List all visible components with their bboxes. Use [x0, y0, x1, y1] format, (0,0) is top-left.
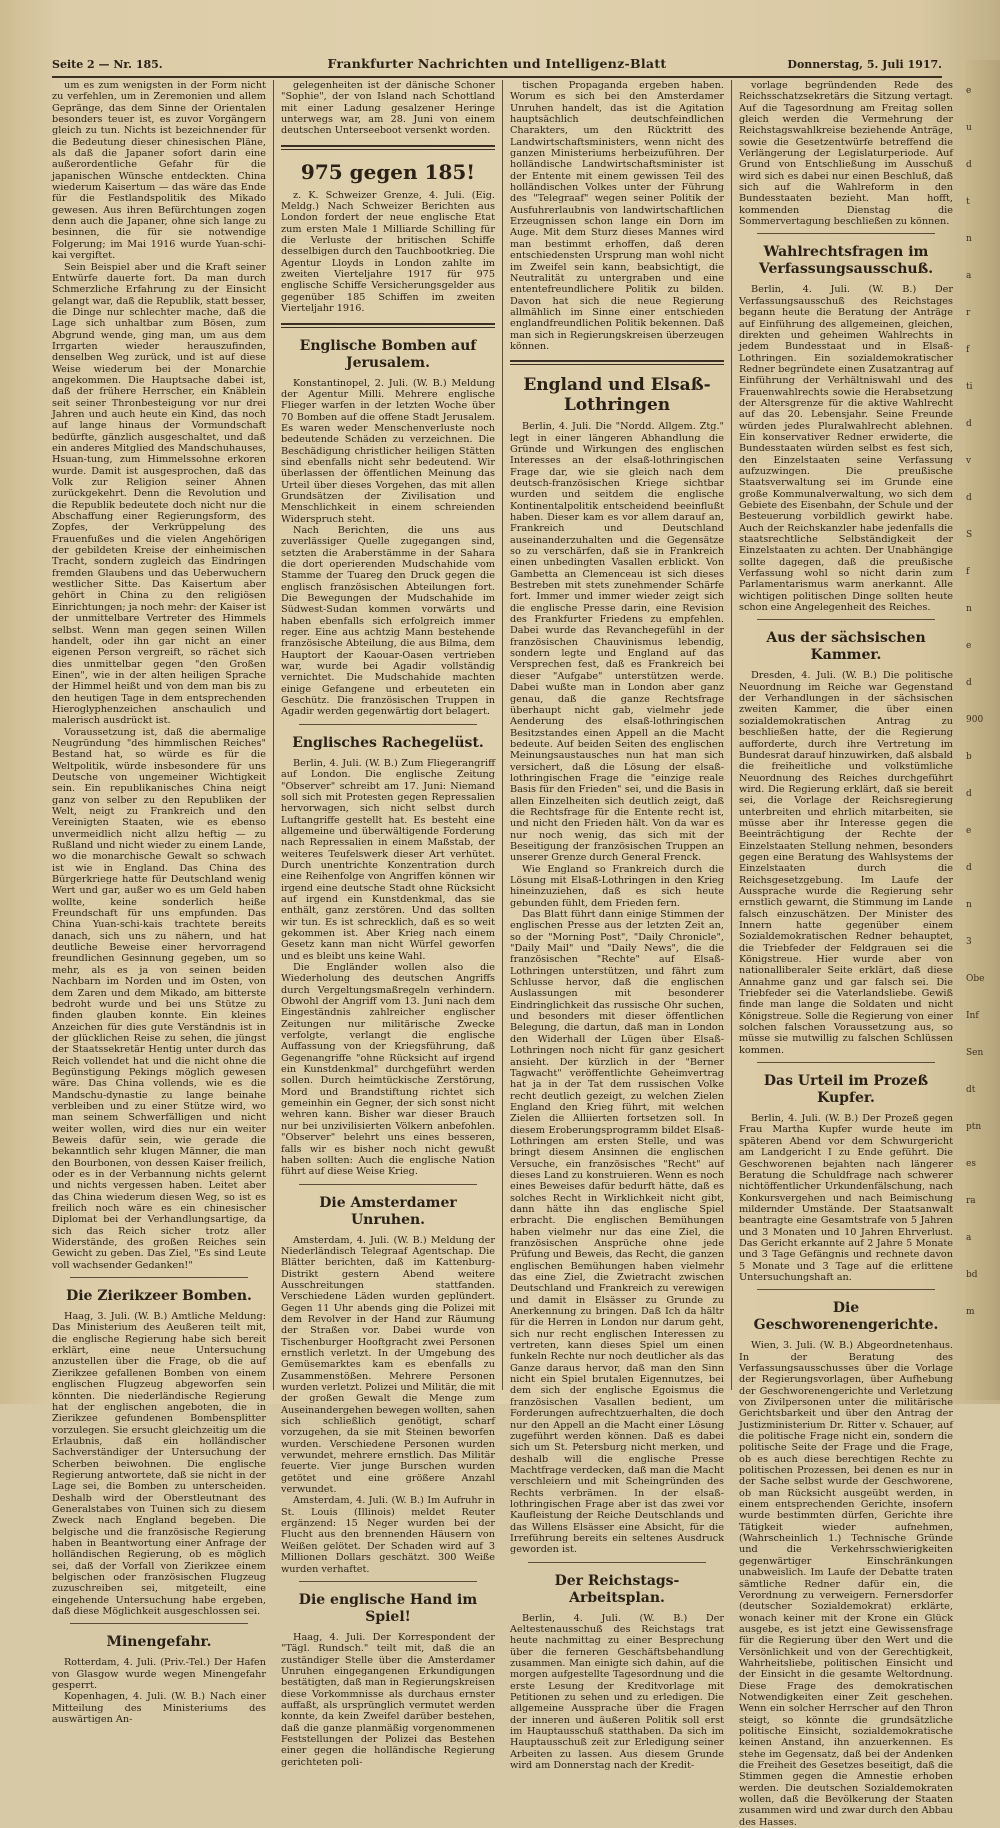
edge-text-fragment: m: [966, 1307, 975, 1317]
article-paragraph: Voraussetzung ist, daß die abermalige Neugründung "des himmlischen Reiches" Bestand hat, so würde es für die Weltpolitik, würde insbesondere für uns Deutsche von ungemeiner Wichtigkeit sein. Ein republikanisches China neigt ganz von selber zu den Republiken der Welt, neigt zu Frankreich und den Vereinigten Staaten, wie es ebenso unvermeidlich nicht allzu heftig — zu Rußland und nicht wieder zu einem Lande, wo die monarchische Gewalt so schwach ist wie in England. Das China des Bürgerkriege hatte für Deutschland wenig Wert und gar, außer wo es um Geld haben wollte, keine sonderlich heiße Freundschaft für uns empfunden. Das China Yuan-schi-kais trachtete bereits danach, sich uns zu nähern, und hat deutliche Beweise einer hervorragend freundlichen Gesinnung gegeben, um so mehr, als es ja von seinen beiden Nachbarn im Norden und im Osten, von dem Zaren und dem Mikado, am bitterste bedroht wurde und bei uns Stütze zu finden glauben konnte. Ein kleines Anzeichen für dies gute Verständnis ist in der glücklichen Reise zu sehen, die jüngst der Staatssekretär Hentig unter durch das Reich vollendet hat und die nicht ohne die Begünstigung Pekings möglich gewesen wäre. Das China vollends, wie es die Mandschu-dynastie zu lange beinahe verbleiben und zu einer Stütze wird, wo man seinem Schwerfälligen und nicht weiter wollen, wird dies nur ein weiter Beweis dafür sein, wie gerade die bekanntlich sehr klugen Männer, die man den Bourbonen, von dessen Kaiser freilich, oder es in der Verbannung nichts gelernt und nichts vergessen haben. Leitet aber das China wiederum diesen Weg, so ist es freilich noch wäre es ein chinesischer Diplomat bei der Verhandlungsartige, da sich das Reich sicher trotz aller Widerstände, des großen Reiches sein Gewicht zu geben. Das Ziel, "Es sind Leute voll wachsender Gedanken!": [52, 726, 266, 1271]
article-paragraph: Rotterdam, 4. Juli. (Priv.-Tel.) Der Hafen von Glasgow wurde wegen Minengefahr gesperrt.: [52, 1657, 266, 1692]
edge-text-fragment: ptn: [966, 1122, 982, 1132]
article-paragraph: Wie England so Frankreich durch die Lösung mit Elsaß-Lothringen in den Krieg hineinzuziehen, daß es sich heute gebunden fühlt, dem Frieden fern.: [510, 863, 724, 909]
edge-text-fragment: r: [966, 308, 971, 318]
article-headline: Aus der sächsischen Kammer.: [766, 630, 926, 664]
column-4: [739, 80, 953, 1828]
article-headline: England und Elsaß-Lothringen: [523, 375, 711, 416]
edge-text-fragment: a: [966, 271, 972, 281]
edge-text-fragment: n: [966, 900, 972, 910]
article-paragraph: gelegenheiten ist der dänische Schoner "Sophie", der von Island nach Schottland mit einer Ladung gesalzener Heringe unterwegs war, am 28. Juni von einem deutschen Unterseeboot versenkt worden.: [281, 80, 495, 137]
edge-text-fragment: e: [966, 641, 972, 651]
adjacent-page-edge: [966, 60, 1000, 1400]
article-paragraph: Sein Beispiel aber und die Kraft seiner Entwürfe dauerte fort. Da man durch Schmerzliche Erfahrung zu der Einsicht gelangt war, daß die Republik, statt besser, die Dinge nur schlechter mache, daß die Lage sich unhaltbar zum Bösen, zum Abgrund wende, ging man, um aus dem Irrgarten wieder herauszufinden, denselben Weg zurück, und ist auf diese Weise wiederum bei der Monarchie angekommen. Die Hauptsache dabei ist, daß der frühere Herrscher, ein Knäblein seit seiner Thronbesteigung vor nur drei Jahren und auch heute ein Kind, das noch auf lange hinaus der Vormundschaft bedürfte, gänzlich ausgeschaltet, und daß ein anderes Mitglied des Mandschuhauses, Hsuan-tung, zum Himmelssohne erkoren wurde. Damit ist ausgesprochen, daß das Volk zur Religion seiner Ahnen zurückgekehrt. Denn die Revolution und die Republik bedeutete doch nicht nur die Abschaffung einer Regierungsform, des Zopfes, der Verkrüppelung des Frauenfußes und die vielen Angehörigen der gebildeten Kreise der einheimischen Tracht, sondern zugleich das Eindringen fremden Glaubens und das Ueberwuchern westlicher Sitte. Das Kaisertum aber gehört in China zu den religiösen Einrichtungen; ja noch mehr: der Kaiser ist der unmittelbare Vertreter des Himmels selbst. Wenn man gegen seinen Willen handelt, oder ihn gar nicht an einer eigenen Person vergreift, so rächet sich dies unmittelbar gegen "den Großen Einen", wie in der alten heiligen Sprache der Himmel heißt und von dem man bis zu den heutigen Tage in dem entsprechenden Hieroglyphenzeichen anschaulich und malerisch ausdrückt ist.: [52, 261, 266, 727]
column-1: [52, 80, 266, 1726]
article-divider: [757, 1289, 935, 1290]
article-headline: 975 gegen 185!: [300, 159, 476, 184]
edge-text-fragment: ra: [966, 1196, 976, 1206]
article-paragraph: Die Engländer wollen also die Wiederholung des deutschen Angriffs durch Vergeltungsmaßregeln verhindern. Obwohl der Angriff vom 13. Juni nach dem Eingeständnis zahlreicher englischer Zeitungen nur militärische Zwecke verfolgte, verlangt die englische Auffassung von der Kriegsführung, daß Gegenangriffe "ohne Rücksicht auf irgend ein Kunstdenkmal" durchgeführt werden sollen. Durch heimtückische Zerstörung, Mord und Brandstiftung richtet sich gemeinhin ein Gegner, der sich sonst nicht wehren kann. Bisher war dieser Brauch nur bei unzivilisierten Völkern anbefohlen. "Observer" belehrt uns eines besseren, falls wir es bisher noch nicht gewußt haben sollten: Auch die englische Nation führt auf diese Weise Krieg.: [281, 962, 495, 1178]
article-paragraph: Nach Berichten, die uns aus zuverlässiger Quelle zugegangen sind, setzten die Araberstämme in der Sahara die dort operierenden Mudschahide vom Stamme der Tuareg den Druck gegen die englisch französischen Abteilungen fort. Die Bewegungen der Mudschahide im Südwest-Sudan kommen vorwärts und haben ebenfalls sich erfolgreich immer reger. Eine aus achtzig Mann bestehende französische Abteilung, die aus Bilma, dem Hauptort der Kaouar-Oasen vertrieben war, wurde bei Agadir vollständig vernichtet. Die Mudschahide machten einige Gefangene und erbeuteten ein Geschütz. Die französischen Truppen in Agadir werden gegenwärtig dort belagert.: [281, 524, 495, 718]
page-header: [52, 56, 942, 78]
article-divider: [510, 360, 724, 365]
article-headline: Englische Bomben auf Jerusalem.: [299, 337, 477, 371]
edge-text-fragment: n: [966, 234, 972, 244]
column-2: [281, 80, 495, 1768]
article-headline: Minengefahr.: [106, 1634, 212, 1651]
edge-text-fragment: Obe: [966, 974, 985, 984]
page-number: Seite 2 — Nr. 185.: [52, 58, 163, 71]
article-headline: Der Reichstags-Arbeitsplan.: [554, 1572, 680, 1606]
article-divider: [281, 323, 495, 328]
article-divider: [70, 1623, 248, 1624]
edge-text-fragment: d: [966, 678, 972, 688]
column-divider: [273, 80, 274, 1390]
edge-text-fragment: d: [966, 160, 972, 170]
article-paragraph: Das Blatt führt dann einige Stimmen der englischen Presse aus der letzten Zeit an, so der "Morning Post", "Daily Chronicle", "Daily Mail" und "Daily News", die die französischen "Rechte" auf Elsaß-Lothringen unterstützen, und fährt zum Schlusse hervor, daß die englischen Auslassungen mit besonderer Eindringlichkeit das russische Ohr suchen, und besonders mit dieser öffentlichen Belegung, die dartun, daß man in London den Widerhall der Lügen über Elsaß-Lothringen noch nicht für ganz gesichert ansieht. Der kürzlich in der "Berner Tagwacht" veröffentlichte Geheimvertrag hat ja in der Tat dem russischen Volke recht deutlich gezeigt, zu welchen Zielen England den Krieg führt, mit welchen Zielen die Alliierten fortsetzen soll. In diesem Eroberungsprogramm bildet Elsaß-Lothringen am ersten Stelle, und was bringt diesem Ansinnen die englischen Versuche, ein französisches "Recht" auf dieses Land zu konstruieren. Wenn es noch eines Beweises dafür bedurft hätte, daß es solches Recht in Wirklichkeit nicht gibt, dann hätte ihn das englische Spiel erbracht. Die englischen Bemühungen haben vielmehr nur das eine Ziel, die französischen Ansprüche ohne jede Prüfung und Beweis, das Recht, die ganzen englischen Bemühungen haben vielmehr das eine Ziel, die Zwietracht zwischen Deutschland und Frankreich zu verewigen und damit in Elsässer zu Grunde zu Anerkennung zu bringen. Daß Ich da hältr für die Herren in London nur darum geht, sich nur recht englischen Interessen zu vertreten, kann dieses Spiel um einen funkeln Rechte nur noch deutlicher als das Ganze daraus hervor, daß man den Sinn nicht ein Spiel brutalen Eigennutzes, bei dem sich der englische Egoismus die französischen Vasallen bedient, um Forderungen aufrechtzuerhalten, die doch nur den Appell an die Macht einer Lösung zugeführt werden können. Daß es dabei sich um St. Petersburg nicht merken, und deshalb will die englische Presse Machtfrage verdecken, daß man die Macht verschleiern und mit Scheingründen des Rechts verbrämen. In der elsaß-lothringischen Frage aber ist das zwei vor Kaufleistung der Reiche Deutschlands und das Willens Elsässer eine Absicht, für die Irreführung bereits ein seltenes Ausdruck geworden ist.: [510, 909, 724, 1556]
edge-text-fragment: t: [966, 197, 970, 207]
article-divider: [299, 1184, 477, 1185]
article-headline: Wahlrechtsfragen im Verfassungsausschuß.: [758, 244, 934, 278]
edge-text-fragment: a: [966, 1233, 972, 1243]
article-divider: [299, 724, 477, 725]
article-paragraph: Amsterdam, 4. Juli. (W. B.) Meldung der Niederländisch Telegraaf Agentschap. Die Blätter berichten, daß im Kattenburg-Distrikt gestern Abend weitere Ausschreitungen stattfanden. Verschiedene Läden wurden geplündert. Gegen 11 Uhr abends ging die Polizei mit dem Revolver in der Hand zur Räumung der Straßen vor. Dabei wurde von Tischenburger Hooftgracht zwei Personen ernstlich verletzt. In der Umgebung des Gemüsemarktes kam es ebenfalls zu Zusammenstößen. Mehrere Personen wurden verletzt. Polizei und Militär, die mit der großen Gewalt die Menge zum Auseinandergehen bewegen wollten, sahen sich schließlich genötigt, scharf vorzugehen, da sie mit Steinen beworfen wurden. Verschiedene Personen wurden verwundet, mehrere ernstlich. Das Militär feuerte. Vier junge Burschen wurden getötet und eine größere Anzahl verwundet.: [281, 1234, 495, 1496]
article-paragraph: um es zum wenigsten in der Form nicht zu verfehlen, um in Zeremonien und allem Gepränge, das dem Sinne der Orientalen besonders teuer ist, es zuvor Vorgängern gleich zu tun. Nichts ist bezeichnender für die Bedeutung dieser chinesischen Pläne, als daß die Japaner sofort darin eine außerordentliche Gefahr für die japanischen Wünsche entdeckten. China wiederum Kaisertum — das wäre das Ende für die Festlandspolitik des Mikado gewesen. Aus ihren Befürchtungen zogen denn auch die Japaner, ohne sich lange zu besinnen, die für sie notwendige Folgerung; im Mai 1916 wurde Yuan-schi-kai vergiftet.: [52, 80, 266, 262]
article-paragraph: Berlin, 4. Juli. (W. B.) Der Aeltestenausschuß des Reichstags trat heute nachmittag zu einer Besprechung über die ferneren Geschäftsbehandlung zusammen. Man einigte sich dahin, auf die morgen aufgestellte Tagesordnung und die erste Lesung der Kreditvorlage mit Petitionen zu sehen und zu erledigen. Die allgemeine Aussprache über die Fragen der inneren und äußeren Politik soll erst im Hauptausschuß statthaben. Da sich im Hauptausschuß zeit zur Erledigung seiner Arbeiten zu lassen. Aus diesem Grunde wird am Donnerstag nach der Kredit-: [510, 1612, 724, 1772]
article-divider: [70, 1277, 248, 1278]
edge-text-fragment: v: [966, 456, 972, 466]
edge-text-fragment: Sen: [966, 1048, 984, 1058]
article-divider: [528, 1562, 706, 1563]
edge-text-fragment: f: [966, 567, 970, 577]
article-divider: [757, 1062, 935, 1063]
edge-text-fragment: S: [966, 530, 973, 540]
article-headline: Das Urteil im Prozeß Kupfer.: [763, 1073, 929, 1107]
column-divider: [731, 80, 732, 1390]
article-divider: [299, 1581, 477, 1582]
article-headline: Die Amsterdamer Unruhen.: [319, 1194, 457, 1228]
edge-text-fragment: Inf: [966, 1011, 979, 1021]
edge-text-fragment: d: [966, 863, 972, 873]
article-paragraph: tischen Propaganda ergeben haben. Worum es sich bei den Amsterdamer Unruhen handelt, das ist die Agitation hauptsächlich deutschfeindlichen Charakters, um den Rücktritt des Landwirtschaftsministers, wenn nicht des ganzen Ministeriums herbeizuführen. Der holländische Landwirtschaftsminister ist der Entente mit einem gewissen Teil des holländischen Volkes unter der Führung des "Telegraaf" wegen seiner Politik der Ausfuhrerlaubnis von landwirtschaftlichen Erzeugnissen schon lange ein Dorn im Auge. Mit dem Sturz dieses Mannes wird man bestimmt erhoffen, daß deren entschiedensten Ursprung man wohl nicht im Zweifel sein kann, beabsichtigt, die Neutralität zu untergraben und eine ententefreundlichere Politik zu bilden. Davon hat sich die neue Regierung allmählich im Sinne einer entschieden englandfreundlichen Politik bekennen. Daß man sich in Regierungskreisen überzeugen können.: [510, 80, 724, 352]
article-divider: [757, 233, 935, 234]
edge-text-fragment: es: [966, 1159, 976, 1169]
article-paragraph: Haag, 4. Juli. Der Korrespondent der "Tägl. Rundsch." teilt mit, daß die an zuständiger Stelle über die Amsterdamer Unruhen eingegangenen Erkundigungen bestätigten, daß man in Regierungskreisen diese Vorkommnisse als durchaus ernster auffaßt, als ursprünglich vermutet werden konnte, da kein Zweifel darüber bestehen, daß die ganze planmäßig vorgenommenen Feststellungen der Polizei das Bestehen einer gegen die holländische Regierung gerichteten poli-: [281, 1631, 495, 1768]
article-paragraph: Berlin, 4. Juli. Die "Nordd. Allgem. Ztg." legt in einer längeren Abhandlung die Gründe und Wirkungen des englischen Interesses an der elsaß-lothringischen Frage dar, wie sie gleich nach dem deutsch-französischen Kriege sichtbar wurden und seitdem die englische Kontinentalpolitik entscheidend beeinflußt haben. Dieser kam es vor allem darauf an, Frankreich und Deutschland auseinanderzuhalten und die Gegensätze so zu verschärfen, daß sie in Frankreich einen unbedingten Vasallen erblickt. Von Gambetta an Clemenceau ist sich dieses Bestreben mit stets zunehmender Schärfe fort. Immer und immer wieder zeigt sich die englische Presse darin, eine Revision des Frankfurter Friedens zu empfehlen. Dabei wurde das Revanchegefühl in der französischen Chauvinismus lebendig, sondern legte und England auf das Versprechen fest, daß es Frankreich bei dieser "Aufgabe" unterstützen werde. Dabei wußte man in London aber ganz genau, daß die ganze Rechtsfrage überhaupt nicht gab, vielmehr jede Aenderung des elsaß-lothringischen Besitzstandes einen Appell an die Macht bedeute. Auf beiden Seiten des englischen Meinungsaustausches nun hat man sich versichert, daß die Lösung der elsaß-lothringischen Frage die "einzige reale Basis für den Frieden" sei, und die Basis in allen Einzelheiten sich deutlich zeigt, daß die Rechtsfrage für die Entente recht ist, und nicht den Frieden hält. Von da war es nur noch wenig, das sich mit der Beseitigung der französischen Truppen an unserer Grenze durch General Frenck.: [510, 421, 724, 864]
edge-text-fragment: 3: [966, 937, 972, 947]
article-divider: [281, 145, 495, 150]
edge-text-fragment: u: [966, 123, 972, 133]
article-paragraph: Konstantinopel, 2. Juli. (W. B.) Meldung der Agentur Milli. Mehrere englische Flieger warfen in der letzten Woche über 70 Bomben auf die offene Stadt Jerusalem. Es waren weder Menschenverluste noch bedeutende Schäden zu verzeichnen. Die Beschädigung christlicher heiligen Stätten sind ebenfalls nicht sehr bedeutend. Wir überlassen der öffentlichen Meinung das Urteil über dieses Vorgehen, das mit allen Grundsätzen der Zivilisation und Menschlichkeit in einem schreienden Widerspruch steht.: [281, 377, 495, 525]
article-paragraph: Berlin, 4. Juli. (W. B.) Der Verfassungsausschuß des Reichstages begann heute die Beratung der Anträge auf Einführung des allgemeinen, gleichen, direkten und geheimen Wahlrechts in jedem Bundesstaat und in Elsaß-Lothringen. Ein sozialdemokratischer Redner begründete einen Zusatzantrag auf Einführung der Verhältniswahl und des Frauenwahlrechts sowie die Herabsetzung der Altersgrenze für die aktive Wahlrecht auf das 20. Lebensjahr. Seine Freunde würden jedes Pluralwahlrecht ablehnen. Ein konservativer Redner erwiderte, die Bundesstaaten würden selbst es fest sich, den Einzelstaaten seine Verfassung aufzuzwingen. Die preußische Staatsverwaltung sei im Grunde eine große Kommunalverwaltung, wo sich dem Gebiete des Eisenbahn, der Schule und der Besteuerung vorbildlich gewirkt habe. Auch der Reichskanzler habe jedenfalls die staatsrechtliche Selbständigkeit der Einzelstaaten zu achten. Der Unabhängige sollte dagegen, daß die preußische Verfassung wohl so nicht darin zum Parlamentarismus warm anerkannt. Alle wichtigen politischen Dinge sollten heute schon eine Angelegenheit des Reiches.: [739, 284, 953, 614]
masthead-title: Frankfurter Nachrichten und Intelligenz-Blatt: [327, 56, 667, 71]
column-3: [510, 80, 724, 1772]
article-paragraph: Wien, 3. Juli. (W. B.) Abgeordnetenhaus. In der Beratung des Verfassungsausschusses über die Vorlage der Regierungsvorlagen, über Aufhebung der Geschworenengerichte und Verletzung von Zivilpersonen unter die militärische Gerichtsbarkeit und über den Antrag der Justizministerium Dr. Ritter v. Schauer, auf die politische Frage nicht ein, sondern die politische Seite der Frage und die Frage, ob es auch diese berechtigen Rechte zu politischen Prozessen, bei denen es nur in der Sache selbst wurde der Geschworene, ob man Rücksicht ausgeübt werden, in einem entsprechenden Gerichte, insofern wurde bestimmten dürfen, Gerichte ihre Tätigkeit wieder aufnehmen, (Wahrscheinlich 1.) Technische Gründe und die Verkehrsschwierigkeiten gegenwärtiger Einschränkungen unabweislich. Im Laufe der Debatte traten sämtliche Redner dafür ein, die Verordnung zu verweigern. Fernersdorfer (deutscher Sozialdemokrat) erklärte, wonach keiner mit der Krone ein Glück ausgebe, es ist jetzt eine Gewissensfrage für die Regierung über den Wert und die Versönlichkeit und von der Gerechtigkeit, Wahrheitsliebe, politischen Einsicht und der Einsicht in die gesamte Weltordnung. Diese Frage des demokratischen Notwendigkeiten einer Zeit geschehen. Wenn ein solcher Herrscher auf den Thron steigt, so könnte die grundsätzliche politische Einsicht, sozialdemokratische keinen Anstand, ihn anzuerkennen. Es stehe im Gegensatz, daß bei der Andenken die Freiheit des Gesetzes beseitigt, daß die Stimmen gegen die Amnestie erhoben werden. Die deutschen Sozialdemokraten wollen, daß die Bevölkerung der Staaten zusammen wird und zwar durch den Abbau des Hasses.: [739, 1340, 953, 1828]
edge-text-fragment: e: [966, 826, 972, 836]
article-paragraph: Haag, 3. Juli. (W. B.) Amtliche Meldung: Das Ministerium des Aeußeren teilt mit, die englische Regierung habe sich bereit erklärt, eine neue Untersuchung anzustellen über die Frage, ob die auf Zierikzee gefallenen Bomben von einem englischen Flugzeug abgeworfen sein könnten. Die niederländische Regierung hat der englischen angeboten, die in Zierikzee gefundenen Bombensplitter vorzulegen. Sie ersucht gleichzeitig um die Erlaubnis, daß ein holländischer Sachverständiger der Untersuchung der Scherben beiwohnen. Die englische Regierung antwortete, daß sie nicht in der Lage sei, die Bomben zu unterscheiden. Deshalb wird der Oberstleutnant des Generalstabes von Tuinen sich zu diesem Zweck nach England begeben. Die belgische und die französische Regierung haben in Beantwortung einer Anfrage der holländischen Regierung, ob es möglich sei, daß der Vorfall von Zierikzee einem belgischen oder französischen Flugzeug zuzuschreiben sei, mitgeteilt, eine eingehende Untersuchung habe ergeben, daß diese Möglichkeit ausgeschlossen sei.: [52, 1311, 266, 1618]
article-headline: Englisches Rachegelüst.: [292, 734, 484, 751]
article-paragraph: vorlage begründenden Rede des Reichsschatzsekretärs die Sitzung vertagt. Auf die Tagesordnung am Freitag sollen gleich werden die Vermehrung der Reichstagswahlkreise beziehende Anträge, sowie die Gesetzentwürfe betreffend die Verlängerung der Legislaturperiode. Auf Grund von Entschließung im Ausschuß wird sich es dabei nur einen Beschluß, daß sich auf die Wahlreform in den Bundesstaaten bezieht. Man hofft, kommenden Dienstag die Sommervertagung beschließen zu können.: [739, 80, 953, 228]
article-paragraph: Berlin, 4. Juli. (W. B.) Zum Fliegerangriff auf London. Die englische Zeitung "Observer" schreibt am 17. Juni: Niemand soll sich mit Protesten gegen Repressalien hervorwagen, sich nicht selbst durch Luftangriffe gestellt hat. Es besteht eine allgemeine und überwältigende Forderung nach Repressalien in einem Maßstab, der weiteres Teufelswerk dieser Art verhütet. Durch unentrichte Konzentration durch eine Reihenfolge von Angriffen können wir irgend eine deutsche Stadt ohne Rücksicht auf irgend ein Kunstdenkmal, das sie enthält, ganz zerstören. Und das sollten wir tun. Es ist schrecklich, daß es so weit gekommen ist. Aber Krieg nach einem Gesetz kann man nicht Würfel geworfen und es bleibt uns keine Wahl.: [281, 757, 495, 962]
article-divider: [757, 619, 935, 620]
edge-text-fragment: n: [966, 604, 972, 614]
edge-text-fragment: b: [966, 752, 972, 762]
edge-text-fragment: bd: [966, 1270, 978, 1280]
article-paragraph: z. K. Schweizer Grenze, 4. Juli. (Eig. Meldg.) Nach Schweizer Berichten aus London fordert der neue englische Etat zum ersten Male 1 Milliarde Schilling für die Verluste der britischen Schiffe desselbigen durch den Tauchbootkrieg. Die Agentur Lloyds in London zahlte im zweiten Vierteljahre 1917 für 975 englische Schiffe Versicherungsgelder aus gegenüber 185 Schiffen im zweiten Vierteljahr 1916.: [281, 189, 495, 315]
article-headline: Die Zierikzeer Bomben.: [66, 1288, 252, 1305]
article-paragraph: Kopenhagen, 4. Juli. (W. B.) Nach einer Mitteilung des Ministeriums des auswärtigen An-: [52, 1691, 266, 1726]
edge-text-fragment: dt: [966, 1085, 976, 1095]
edge-text-fragment: e: [966, 86, 972, 96]
article-paragraph: Dresden, 4. Juli. (W. B.) Die politische Neuordnung im Reiche war Gegenstand der Verhandlungen in der sächsischen zweiten Kammer, die über einen sozialdemokratischen Antrag zu beschließen hatte, der die Regierung aufforderte, durch ihre Vertretung im Bundesrat darauf hinzuwirken, daß alsbald die freiheitliche und volkstümliche Neuordnung des Reiches durchgeführt wird. Die Regierung erklärt, daß sie bereit sei, die Vorlage der Reichsregierung unterbreiten und ehrlich mitarbeiten, sie müsse aber ihr Interesse gegen die Beeinträchtigung der Rechte der Einzelstaaten Stellung nehmen, besonders gegen eine Beratung des Wahlsystems der Einzelstaaten durch die Reichsgesetzgebung. Im Laufe der Aussprache wurde die Regierung sehr ernstlich gewarnt, die Stimmung im Lande falsch einzuschätzen. Der Minister des Innern hatte gegenüber einem Sozialdemokratischen Redner behauptet, die Triebfeder der Feldgrauen sei die Königstreue. Hier wurde aber von nationalliberaler Seite erklärt, daß diese Annahme ganz und gar falsch sei. Die Triebfeder sei die Vaterlandsliebe. Gewiß finde man lange die Soldaten und nicht Königstreue. Solle die Regierung von einer solchen falschen Voraussetzung aus, so müsse sie mutwillig zu falschen Schlüssen kommen.: [739, 670, 953, 1056]
article-paragraph: Amsterdam, 4. Juli. (W. B.) Im Aufruhr in St. Louis (Illinois) meldet Reuter ergänzend: 15 Neger wurden bei der Flucht aus den brennenden Häusern von Weißen gelötet. Der Schaden wird auf 3 Millionen Dollars geschätzt. 300 Weiße wurden verhaftet.: [281, 1495, 495, 1575]
edge-text-fragment: 900: [966, 715, 984, 725]
issue-date: Donnerstag, 5. Juli 1917.: [787, 58, 942, 71]
edge-text-fragment: ti: [966, 382, 973, 392]
column-divider: [502, 80, 503, 1390]
edge-text-fragment: d: [966, 493, 972, 503]
article-headline: Die englische Hand im Spiel!: [298, 1591, 478, 1625]
article-headline: Die Geschworenengerichte.: [753, 1300, 939, 1334]
edge-text-fragment: f: [966, 345, 970, 355]
edge-text-fragment: d: [966, 789, 972, 799]
edge-text-fragment: d: [966, 419, 972, 429]
article-paragraph: Berlin, 4. Juli. (W. B.) Der Prozeß gegen Frau Martha Kupfer wurde heute im späteren Abend vor dem Schwurgericht am Landgericht I zu Ende geführt. Die Geschworenen bejahten nach längerer Beratung die Schuldfrage nach schwerer nichtöffentlicher Urkundenfälschung, nach Konkursvergehen und nach Beimischung mildernder Umstände. Der Staatsanwalt beantragte eine Gesamtstrafe von 5 Jahren und 3 Monaten und 10 Jahren Ehrverlust. Das Gericht erkannte auf 2 Jahre 5 Monate und 3 Tage Gefängnis und rechnete davon 5 Monate und 3 Tage auf die erlittene Untersuchungshaft an.: [739, 1113, 953, 1283]
